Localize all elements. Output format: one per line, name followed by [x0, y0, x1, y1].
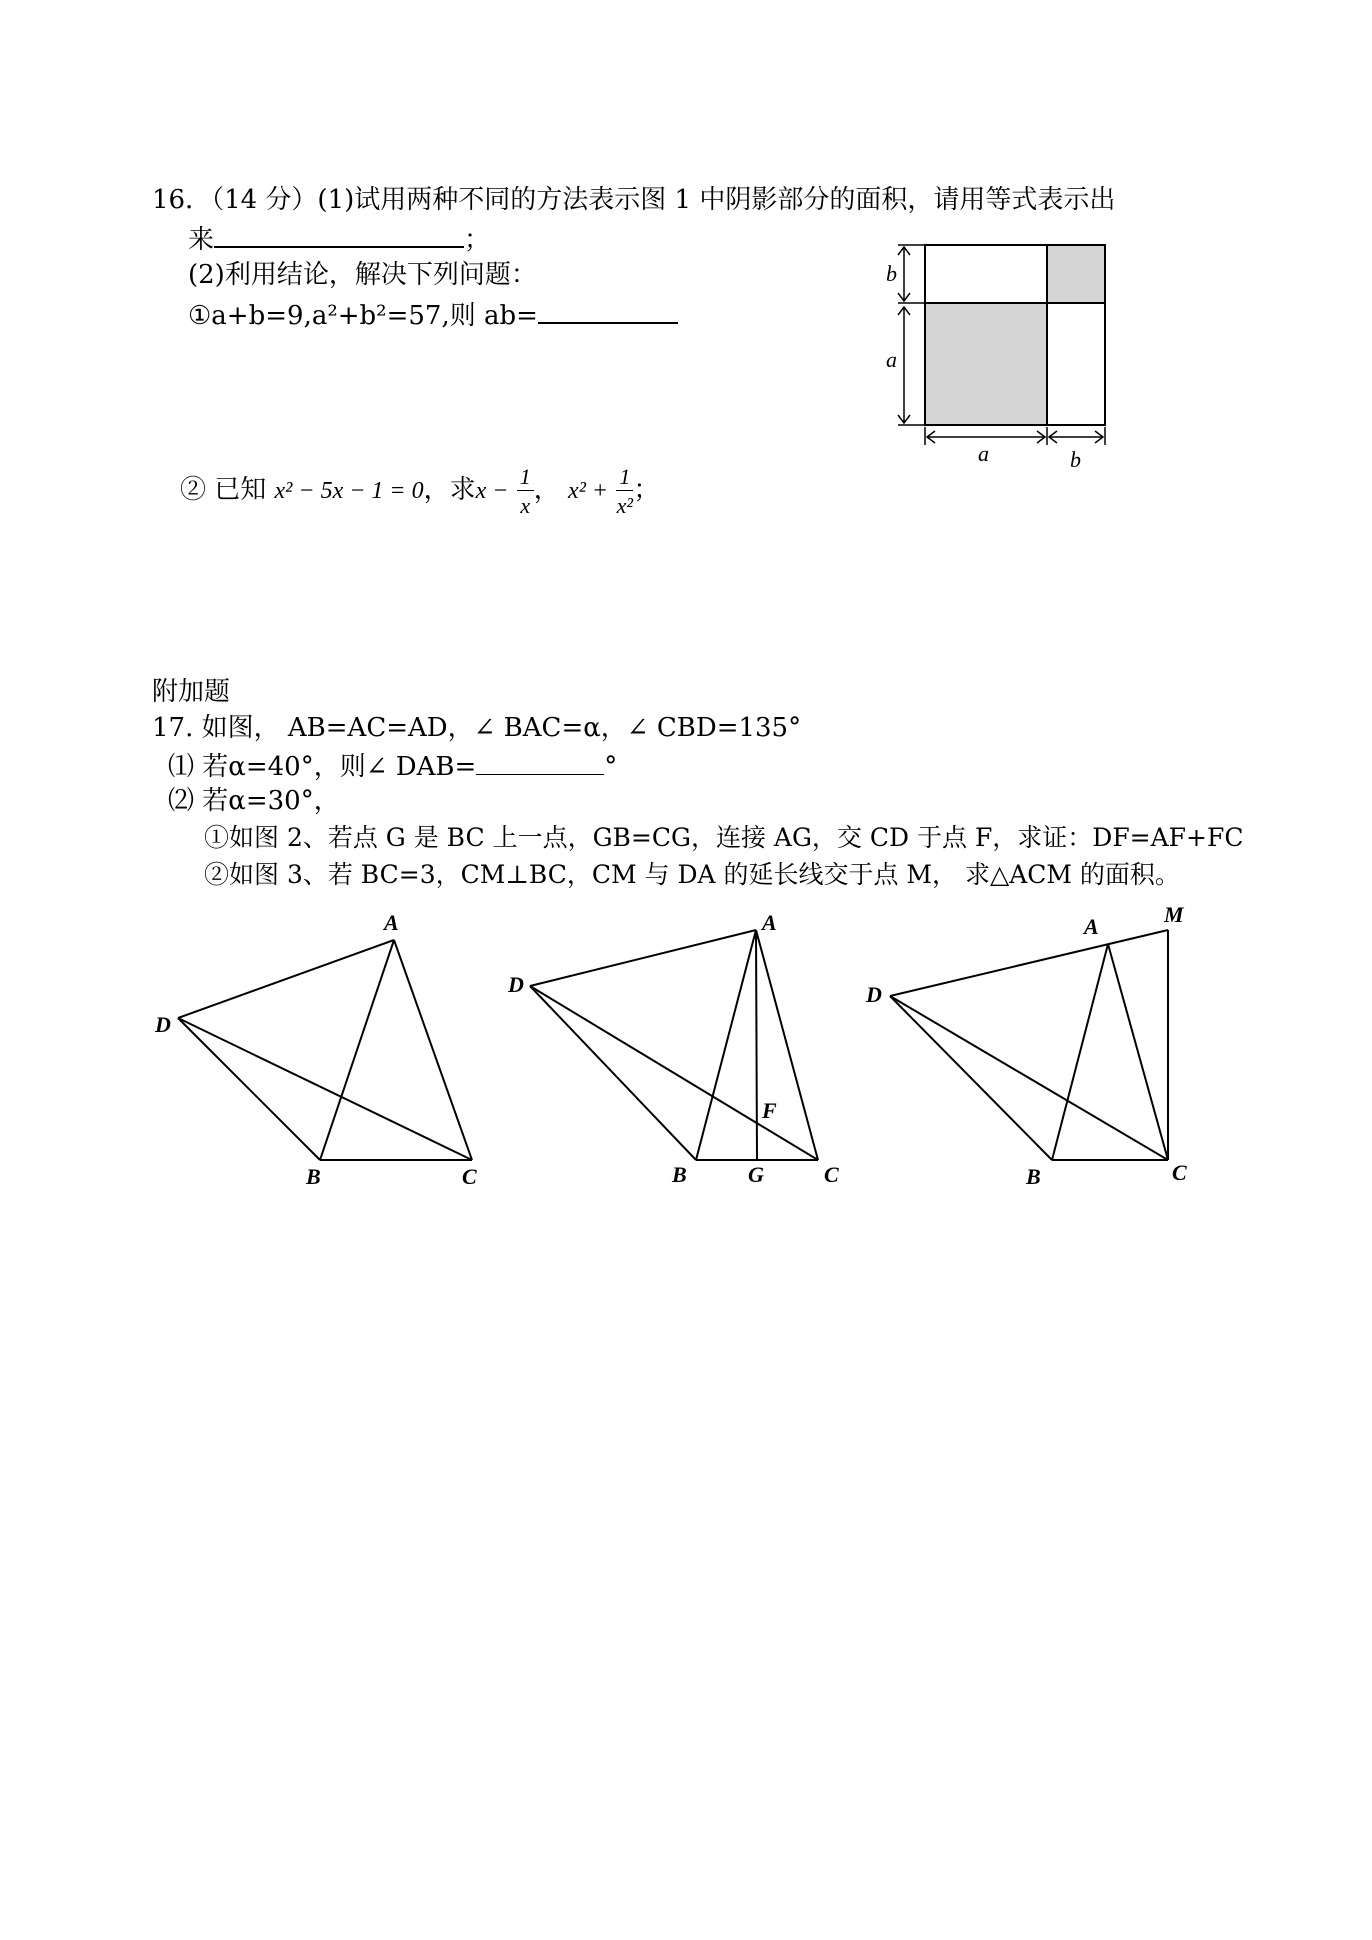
- q17-part1-text: ⑴ 若α=40°，则∠ DAB=: [168, 752, 477, 782]
- q16-sub1-text: ①a+b=9,a²+b²=57,则 ab=: [188, 301, 538, 331]
- fraction2-numerator: 1: [616, 466, 633, 491]
- fraction2-denominator: x²: [616, 492, 634, 518]
- label-b-left: b: [886, 261, 897, 286]
- q16-line1: 16．（14 分）(1)试用两种不同的方法表示图 1 中阴影部分的面积，请用等式表示出: [152, 185, 1116, 215]
- q16-sub2-expr1: x −: [475, 478, 509, 504]
- q16-sub2-end: ；: [633, 475, 660, 505]
- fig2-segment-DA: [530, 930, 756, 986]
- q16-line2-suffix: ；: [464, 225, 491, 255]
- fig2-label-B: B: [672, 1162, 687, 1187]
- fig1-label-D: D: [155, 1012, 171, 1037]
- fig1-label-B: B: [306, 1164, 321, 1189]
- segment-AB: [320, 940, 394, 1160]
- fig1-label-C: C: [462, 1164, 477, 1189]
- fig2-segment-DC: [530, 986, 818, 1160]
- q16-sub2-equation: x² − 5x − 1 = 0: [274, 478, 424, 504]
- fig3-segment-AC: [1108, 944, 1168, 1160]
- fraction1-denominator: x: [520, 492, 531, 518]
- fig3-segment-AB: [1052, 944, 1108, 1160]
- fig2-label-D: D: [508, 972, 524, 997]
- q17-line: 17. 如图， AB=AC=AD，∠ BAC=α，∠ CBD=135°: [152, 713, 802, 743]
- segment-DA: [178, 940, 394, 1018]
- fig2-label-G: G: [748, 1162, 764, 1187]
- fig3-label-M: M: [1164, 902, 1184, 927]
- fig3-label-D: D: [866, 982, 882, 1007]
- label-a-bottom: a: [978, 441, 989, 466]
- fig2-segment-AG: [756, 930, 757, 1160]
- fig3-label-C: C: [1172, 1160, 1187, 1185]
- extra-heading: 附加题: [152, 677, 231, 707]
- q16-part2-intro: (2)利用结论，解决下列问题：: [188, 260, 537, 290]
- q16-sub2-mid: ，求: [423, 475, 476, 505]
- q17-part2-sub2: ②如图 3、若 BC=3，CM⊥BC，CM 与 DA 的延长线交于点 M， 求△ACM 的面积。: [204, 860, 1180, 889]
- fig2-segment-AB: [696, 930, 756, 1160]
- q16-line2-prefix: 来: [188, 225, 215, 255]
- segment-DB: [178, 1018, 320, 1160]
- fig3-label-A: A: [1084, 914, 1099, 939]
- fraction1-numerator: 1: [517, 466, 534, 491]
- q17-part1-suffix: °: [604, 752, 618, 782]
- fig2-segment-DB: [530, 986, 696, 1160]
- q16-sub2-sep: ，: [533, 475, 560, 505]
- q17-part2-sub1: ①如图 2、若点 G 是 BC 上一点，GB=CG，连接 AG，交 CD 于点 F，求证：DF=AF+FC: [204, 823, 1244, 852]
- fig2-label-A: A: [762, 910, 777, 935]
- fig1-label-A: A: [384, 910, 399, 935]
- fig2-label-F: F: [762, 1098, 777, 1123]
- segment-DC: [178, 1018, 472, 1160]
- fig3-segment-DM: [890, 930, 1168, 996]
- fig2-segment-AC: [756, 930, 818, 1160]
- q16-sub2-expr2: x² +: [568, 478, 609, 504]
- q17-part2: ⑵ 若α=30°，: [168, 786, 340, 816]
- fig2-label-C: C: [824, 1162, 839, 1187]
- label-b-bottom: b: [1070, 447, 1081, 472]
- q16-sub2-prefix: ② 已知: [180, 475, 267, 505]
- fig3-label-B: B: [1026, 1164, 1041, 1189]
- label-a-left: a: [886, 347, 897, 372]
